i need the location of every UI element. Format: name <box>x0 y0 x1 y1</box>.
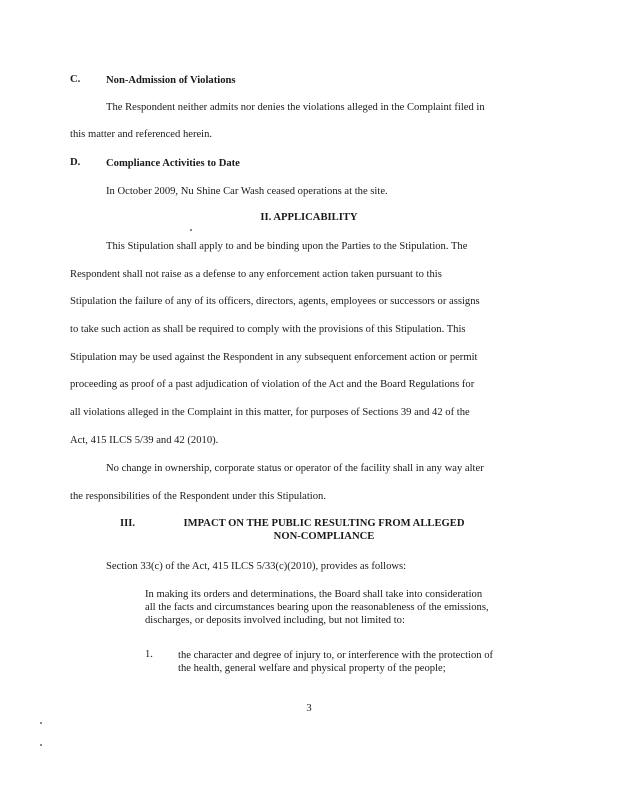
applicability-para1-line-8: Act, 415 ILCS 5/39 and 42 (2010). <box>70 435 219 446</box>
list-item-number: 1. <box>145 649 153 660</box>
section-d-line-1: In October 2009, Nu Shine Car Wash ceased operations at the site. <box>106 186 388 197</box>
applicability-para1-line-5: Stipulation may be used against the Respondent in any subsequent enforcement action or permit <box>70 352 478 363</box>
applicability-para1-line-2: Respondent shall not raise as a defense to any enforcement action taken pursuant to this <box>70 269 442 280</box>
applicability-para1-line-7: all violations alleged in the Complaint in this matter, for purposes of Sections 39 and 42 of the <box>70 407 470 418</box>
scan-speck <box>190 229 192 231</box>
section-iii-numeral: III. <box>120 518 136 529</box>
section-iii-title-line-2: NON-COMPLIANCE <box>273 531 375 542</box>
applicability-para1-line-3: Stipulation the failure of any of its officers, directors, agents, employees or successors or assigns <box>70 296 480 307</box>
list-item-line-2: the health, general welfare and physical property of the people; <box>178 663 446 674</box>
section-c-line-2: this matter and referenced herein. <box>70 129 213 140</box>
section-c-title: Non-Admission of Violations <box>106 75 236 86</box>
scan-speck <box>40 744 42 746</box>
applicability-para2-line-2: the responsibilities of the Respondent under this Stipulation. <box>70 491 326 502</box>
section-iii-title-line-1: IMPACT ON THE PUBLIC RESULTING FROM ALLEGED <box>183 518 465 529</box>
quote-line-1: In making its orders and determinations, the Board shall take into consideration <box>145 589 483 600</box>
applicability-para1-line-1: This Stipulation shall apply to and be binding upon the Parties to the Stipulation. The <box>106 241 468 252</box>
quote-line-2: all the facts and circumstances bearing upon the reasonableness of the emissions, <box>145 602 489 613</box>
section-c-line-1: The Respondent neither admits nor denies the violations alleged in the Complaint filed in <box>106 102 485 113</box>
section-c-letter: C. <box>70 74 81 85</box>
section-d-letter: D. <box>70 157 81 168</box>
page-number: 3 <box>306 703 312 714</box>
section-iii-intro: Section 33(c) of the Act, 415 ILCS 5/33(c)(2010), provides as follows: <box>106 561 407 572</box>
section-d-title: Compliance Activities to Date <box>106 158 240 169</box>
applicability-para1-line-4: to take such action as shall be required to comply with the provisions of this Stipulation. This <box>70 324 466 335</box>
quote-line-3: discharges, or deposits involved including, but not limited to: <box>145 615 405 626</box>
applicability-para2-line-1: No change in ownership, corporate status or operator of the facility shall in any way alter <box>106 463 484 474</box>
list-item-line-1: the character and degree of injury to, or interference with the protection of <box>178 650 494 661</box>
applicability-para1-line-6: proceeding as proof of a past adjudication of violation of the Act and the Board Regulations for <box>70 379 475 390</box>
section-ii-heading: II. APPLICABILITY <box>260 212 358 223</box>
scan-speck <box>40 722 42 724</box>
